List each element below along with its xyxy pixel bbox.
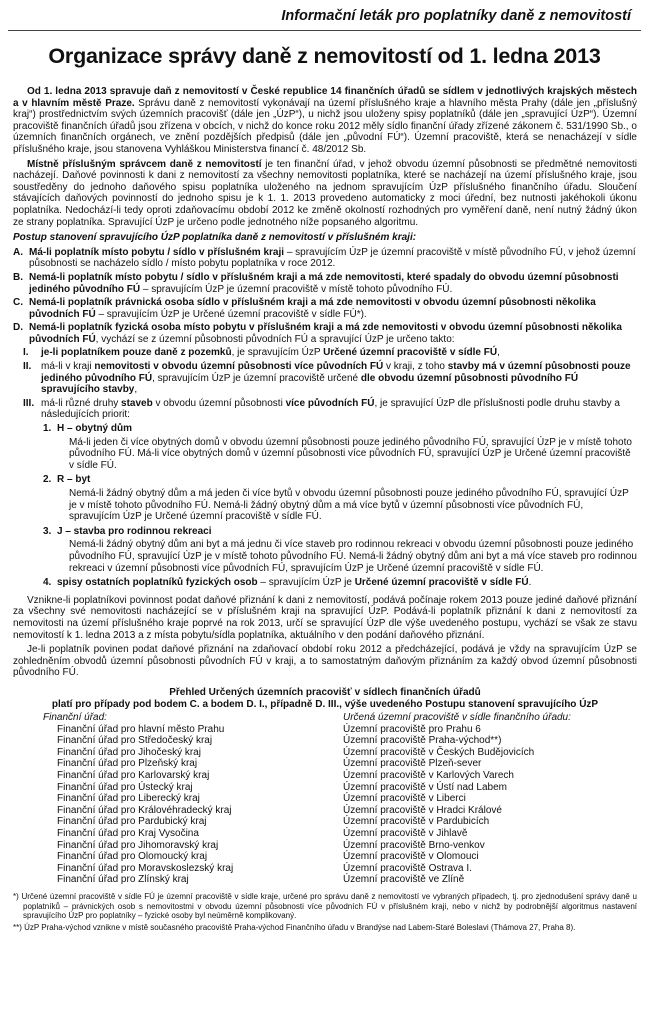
subrule-bold: Určené územní pracoviště v sídle FÚ (323, 347, 498, 359)
rule-letter: D. (13, 322, 23, 334)
intro-text: Správu daně z nemovitostí vykonávají na území příslušného kraje a hlavního města Prahy (dále jen „příslušný kraj“) prostřednictvím svých územních pracovišť (dále jen „ÚzP“), u nichž jsou uloženy spisy poplatníků (dále jen „spravující ÚzP“). Územní pracoviště finančních úřadů jsou zřízena v obcích, v nichž do konce roku 2012 měly sídlo finanční úřady zřízené zákonem č. 531/1990 Sb., o územních finančních orgánech, ve znění pozdějších předpisů (dále jen „původní FÚ“). Územní pracoviště, která se nenacházejí v sídle příslušného kraje, jsou stanovena Vyhláškou Ministerstva financí č. 48/2012 Sb. (13, 97, 637, 155)
rule-bold: Nemá-li poplatník fyzická osoba místo pobytu v příslušném kraji a má zde nemovitosti v obvodu územní působnosti několika původních FÚ (29, 322, 622, 345)
priority-title: R – byt (57, 474, 91, 486)
subrule-text: , je spravujícím ÚzP (231, 347, 324, 359)
subrule-text: , spravujícím ÚzP je územní pracoviště určené (152, 372, 361, 384)
subrule-bold: stavby má v územní působnosti pouze jediného původního FÚ (41, 361, 631, 384)
footnotes (13, 892, 637, 932)
rule-d-i (21, 347, 637, 359)
priority-number: 4. (43, 577, 52, 589)
priority-bold: Určené územní pracoviště v sídle FÚ (354, 577, 529, 589)
rule-letter: A. (13, 246, 23, 258)
priority-2-heading (13, 474, 637, 486)
subrule-number: I. (23, 347, 29, 359)
subrule-bold: dle obvodu územní působnosti původního FÚ spravujícího stavby (41, 372, 579, 396)
table-cell-office: Finanční úřad pro Olomoucký kraj (57, 851, 208, 863)
rule-text: , vychází se z územní působnosti původních FÚ a spravující ÚzP je určeno takto: (95, 333, 455, 345)
table-cell-office: Finanční úřad pro Kraj Vysočina (57, 828, 199, 840)
rule-b (13, 272, 637, 295)
header-rule (8, 30, 641, 31)
document-body (13, 86, 637, 934)
table-cell-workplace: Územní pracoviště Plzeň-sever (343, 758, 482, 770)
table-heading: Přehled Určených územních pracovišť v sídlech finančních úřadů (169, 686, 481, 698)
priority-title: J – stavba pro rodinnou rekreaci (57, 525, 212, 537)
table-cell-office: Finanční úřad pro Jihočeský kraj (57, 746, 201, 758)
priority-bold: spisy ostatních poplatníků fyzických osob (57, 577, 258, 589)
rule-letter: B. (13, 271, 23, 283)
table-cell-office: Finanční úřad pro Karlovarský kraj (57, 770, 210, 782)
table-cell-office: Finanční úřad pro Královéhradecký kraj (57, 804, 232, 816)
table-cell-office: Finanční úřad pro Moravskoslezský kraj (57, 862, 234, 874)
offices-column (13, 712, 343, 886)
leaflet-header: Informační leták pro poplatníky daně z nemovitostí (281, 8, 631, 24)
rule-text: – spravujícím ÚzP je územní pracoviště v místě původního FÚ, v jehož územní působnosti se nacházelo sídlo / místo pobytu poplatníka v roce 2012. (29, 246, 636, 270)
subrule-text: , je spravující ÚzP dle příslušnosti podle druhu stavby a následujících priorit: (41, 397, 620, 421)
table-cell-workplace: Územní pracoviště pro Prahu 6 (343, 723, 481, 735)
table-subheading: platí pro případy pod bodem C. a bodem D. I., případně D. III., výše uvedeného Postupu stanovení spravujícího ÚzP (51, 698, 599, 710)
table-cell-office: Finanční úřad pro Pardubický kraj (57, 816, 207, 828)
table-cell-workplace: Územní pracoviště v Olomouci (343, 851, 479, 863)
rule-c (13, 297, 637, 320)
rule-bold: Nemá-li poplatník místo pobytu / sídlo v příslušném kraji a má zde nemovitosti, které spadaly do obvodu územní působnosti jediného původního FÚ (29, 271, 619, 295)
table-cell-workplace: Územní pracoviště v Pardubicích (343, 816, 490, 828)
subrule-text: v kraji, z toho (383, 361, 448, 373)
table-cell-workplace: Územní pracoviště ve Zlíně (343, 874, 465, 886)
table-cell-workplace: Územní pracoviště Ostrava I. (343, 862, 472, 874)
priority-text: . (528, 577, 532, 589)
priority-1-text: Má-li jeden či více obytných domů v obvodu územní působnosti pouze jediného původního FÚ, spravující ÚzP je v místě tohoto původního FÚ. Má-li více obytných domů v územní působnosti více původních FÚ, spravující ÚzP je Určené územní pracoviště v sídle FÚ. (69, 436, 632, 471)
subrule-text: , (497, 347, 500, 359)
table-cell-office: Finanční úřad pro Ústecký kraj (57, 781, 193, 793)
workplaces-column (343, 712, 637, 886)
table-cell-office: Finanční úřad pro Plzeňský kraj (57, 758, 198, 770)
prior-years-paragraph: Je-li poplatník povinen podat daňové přiznání na zdaňovací období roku 2012 a předcházející, podává je vždy na spravujícím ÚzP se zohledněním obvodů územní působnosti původních FÚ v kraji, a to samostatným daňovým přiznáním za každý obvod územní působnosti původního FÚ. (13, 644, 637, 679)
rule-d-ii (21, 361, 637, 396)
priority-3-heading (13, 526, 637, 538)
priority-number: 1. (43, 423, 52, 435)
jurisdiction-paragraph (13, 159, 637, 229)
priority-1-heading (13, 423, 637, 435)
subrule-number: II. (23, 361, 32, 373)
subrule-bold: je-li poplatníkem pouze daně z pozemků (41, 347, 232, 359)
jurisdiction-text: je ten finanční úřad, v jehož obvodu územní působnosti se předmětné nemovitosti nacházejí. Daňové povinnosti k dani z nemovitostí za všechny nemovitosti poplatníka, které se nacházejí na území příslušného kraje, jsou soustředěny do jednoho daňového spisu poplatníka uloženého na jednom spravujícím ÚzP příslušného finančního úřadu. Sloučení stávajících daňových povinností do jednoho spisu je k 1. 1. 2013 provedeno automaticky z moci úřední, bez nutnosti jakéhokoli úkonu poplatníka. Nedochází-li tedy oproti zdaňovacímu období 2012 ke změně okolností rozhodných pro vyměření daně, není nutný žádný úkon ze strany poplatníka. Spravující ÚzP je určeno podle jednotného níže popsaného algoritmu. (13, 158, 637, 228)
table-cell-office: Finanční úřad pro Liberecký kraj (57, 793, 200, 805)
subrule-number: III. (23, 397, 35, 409)
rule-text: – spravujícím ÚzP je územní pracoviště v místě tohoto původního FÚ. (140, 283, 453, 295)
table-cell-office: Finanční úřad pro Středočeský kraj (57, 735, 213, 747)
priority-number: 2. (43, 474, 52, 486)
priority-4 (13, 577, 637, 589)
table-cell-workplace: Územní pracoviště Brno-venkov (343, 839, 485, 851)
rule-bold: Má-li poplatník místo pobytu / sídlo v příslušném kraji (29, 246, 285, 258)
jurisdiction-bold: Místně příslušným správcem daně z nemovitostí (27, 158, 262, 170)
priority-number: 3. (43, 525, 52, 537)
table-cell-office: Finanční úřad pro Zlínský kraj (57, 874, 189, 886)
footnote-2: **) ÚzP Praha-východ vznikne v místě současného pracoviště Praha-východ Finančního úřadu v Brandýse nad Labem-Staré Boleslavi (Thámova 27, Praha 8). (13, 922, 576, 932)
table-cell-workplace: Územní pracoviště v Hradci Králové (343, 804, 502, 816)
page-title: Organizace správy daně z nemovitostí od 1. ledna 2013 (48, 44, 601, 68)
table-cell-workplace: Územní pracoviště Praha-východ**) (343, 735, 502, 747)
rule-letter: C. (13, 297, 23, 309)
offices-table (13, 712, 637, 886)
table-cell-workplace: Územní pracoviště v Jihlavě (343, 828, 468, 840)
subrule-bold: staveb (121, 397, 153, 409)
priority-3-text: Nemá-li žádný obytný dům ani byt a má jednu či více staveb pro rodinnou rekreaci v obvodu územní působnosti pouze jediného původního FÚ, spravující ÚzP je v místě tohoto původního FÚ. Nemá-li žádný obytný dům ani byt a má více staveb pro rodinnou rekreaci v územní působnosti více původních FÚ, spravujícím ÚzP je Určené územní pracoviště v sídle FÚ. (69, 539, 637, 574)
table-cell-workplace: Územní pracoviště v Karlových Varech (343, 770, 514, 782)
table-cell-workplace: Územní pracoviště v Ústí nad Labem (343, 781, 507, 793)
rule-a (13, 247, 637, 270)
priority-title: H – obytný dům (57, 423, 133, 435)
footnote-1: *) Určené územní pracoviště v sídle FÚ je územní pracoviště v sídle kraje, určené pro správu daně z nemovitostí ve vybraných případech, tj. pro zjednodušení správy daně u poplatníků – právnických osob s nemovitostmi v obvodu územní působnosti více původních FÚ v příslušném kraji, nebo v nichž by podrobnější algoritmus nastavení spravujícího ÚzP pro poplatníky – fyzické osoby byl neúměrně komplikovaný. (13, 892, 637, 921)
intro-paragraph (13, 86, 637, 156)
priority-2-text: Nemá-li žádný obytný dům a má jeden či více bytů v obvodu územní působnosti pouze jediného původního FÚ, spravující ÚzP je v místě tohoto původního FÚ. Nemá-li žádný obytný dům a má více bytů v územní působnosti více původních FÚ, spravujícím ÚzP je Určené územní pracoviště v sídle FÚ. (69, 488, 629, 523)
rule-d (13, 322, 637, 345)
subrule-text: , (134, 384, 138, 396)
rule-bold: Nemá-li poplatník právnická osoba sídlo v příslušném kraji a má zde nemovitosti v obvodu územní působnosti několika původních FÚ (29, 297, 596, 320)
priority-text: – spravujícím ÚzP je (257, 577, 355, 589)
subrule-text: v obvodu územní působnosti (152, 397, 286, 409)
subrule-bold: více původních FÚ (285, 397, 375, 409)
procedure-heading: Postup stanovení spravujícího ÚzP poplatníka daně z nemovitostí v příslušném kraji: (13, 232, 417, 244)
subrule-bold: nemovitosti v obvodu územní působnosti více původních FÚ (94, 361, 384, 373)
table-cell-workplace: Územní pracoviště v Českých Budějovicích (343, 746, 535, 758)
subrule-text: má-li v kraji (41, 361, 95, 373)
rule-d-iii (21, 398, 637, 421)
column-header-offices: Finanční úřad: (43, 712, 107, 724)
table-cell-office: Finanční úřad pro Jihomoravský kraj (57, 839, 219, 851)
table-cell-workplace: Územní pracoviště v Liberci (343, 793, 466, 805)
table-cell-office: Finanční úřad pro hlavní město Prahu (57, 723, 225, 735)
intro-bold: Od 1. ledna 2013 spravuje daň z nemovitostí v České republice 14 finančních úřadů se sídlem v jednotlivých krajských městech a v hlavním městě Praze. (13, 86, 637, 109)
subrule-text: má-li různé druhy (41, 397, 122, 409)
filing-paragraph: Vznikne-li poplatníkovi povinnost podat daňové přiznání k dani z nemovitostí, podává počínaje rokem 2013 pouze jediné daňové přiznání za všechny své nemovitosti nacházející se v příslušném kraji na spravující ÚzP. Podává-li poplatník přiznání k dani z nemovitostí za nemovitosti na území příslušného kraje poprvé na rok 2013, určí se spravující ÚzP dle výše uvedeného postupu, vychází se však ze stavu nemovitostí k 1. ledna 2013 a z místa pobytu/sídla poplatníka, aktuálního v den podání daňového přiznání. (13, 594, 637, 641)
column-header-workplaces: Určená územní pracoviště v sídle finančního úřadu: (343, 712, 571, 724)
rule-text: – spravujícím ÚzP je Určené územní pracoviště v sídle FÚ*). (95, 308, 367, 320)
